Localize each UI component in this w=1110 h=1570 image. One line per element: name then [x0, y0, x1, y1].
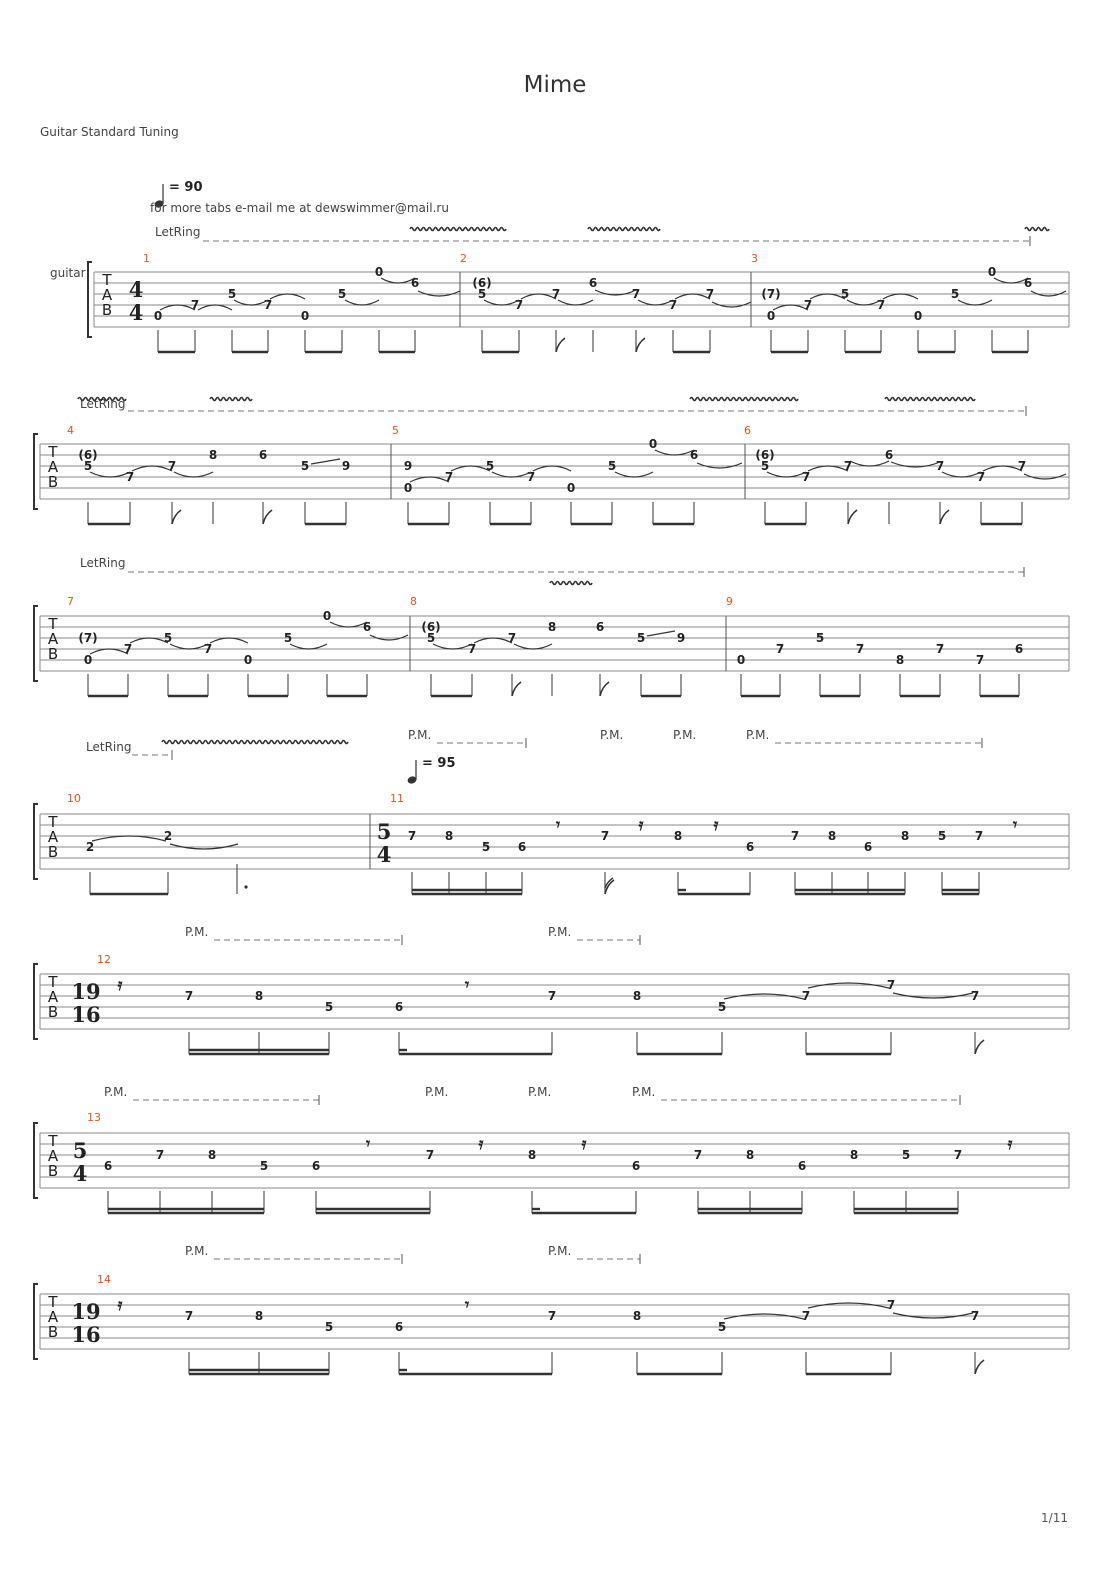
slide [311, 459, 340, 464]
tie [451, 466, 490, 471]
time-signature-bottom: 4 [128, 300, 144, 325]
let-ring-label: LetRing [80, 556, 126, 570]
note-flag [600, 682, 609, 696]
vibrato [588, 228, 660, 231]
tab-clef-letter: B [47, 473, 59, 491]
rest: 𝄿 [1007, 1134, 1013, 1153]
staff-bracket [34, 964, 38, 1039]
fret-number: 5 [324, 1320, 334, 1334]
tab-clef-letter: A [47, 1147, 59, 1165]
fret-number: 7 [600, 829, 610, 843]
tuning-label: Guitar Standard Tuning [40, 125, 179, 139]
tie [290, 644, 327, 649]
tie [345, 300, 379, 305]
fret-number: 7 [547, 1309, 557, 1323]
note-flag [556, 338, 565, 352]
fret-number: 7 [631, 287, 641, 301]
fret-number: 0 [766, 309, 776, 323]
fret-number: 7 [886, 978, 896, 992]
measure-number: 14 [97, 1273, 111, 1286]
fret-number: 7 [125, 470, 135, 484]
tab-clef-letter: A [47, 828, 59, 846]
tie [174, 472, 213, 477]
rest: 𝄾 [464, 1295, 470, 1314]
fret-number: 6 [884, 448, 894, 462]
fret-number: 5 [717, 1000, 727, 1014]
fret-number: 5 [717, 1320, 727, 1334]
fret-number: 7 [705, 287, 715, 301]
fret-number: 7 [526, 470, 536, 484]
tie [773, 305, 808, 310]
fret-number: 7 [551, 287, 561, 301]
fret-number: 8 [900, 829, 910, 843]
measure-number: 8 [410, 595, 417, 608]
note-flag [848, 510, 857, 524]
fret-number: 0 [83, 653, 93, 667]
tie [90, 649, 128, 654]
tie [198, 305, 232, 310]
fret-number: 5 [283, 631, 293, 645]
fret-number: 6 [258, 448, 268, 462]
fret-number: 5 [607, 459, 617, 473]
measure-number: 2 [460, 252, 467, 265]
vibrato [885, 398, 975, 401]
tempo-marking: = 95 [422, 756, 456, 771]
measure-number: 1 [143, 252, 150, 265]
fret-number: 7 [467, 642, 477, 656]
fret-number: 5 [815, 631, 825, 645]
measure-number: 9 [726, 595, 733, 608]
fret-number: 5 [840, 287, 850, 301]
fret-number: 0 [243, 653, 253, 667]
fret-number: 0 [322, 609, 332, 623]
fret-number: 7 [975, 653, 985, 667]
tab-clef-letter: B [47, 645, 59, 663]
palm-mute-label: P.M. [104, 1085, 128, 1099]
measure-number: 7 [67, 595, 74, 608]
note-flag [605, 878, 613, 888]
fret-number: 7 [693, 1148, 703, 1162]
fret-number: (7) [761, 287, 781, 301]
fret-number: 7 [801, 470, 811, 484]
tie [90, 472, 130, 477]
fret-number: 8 [745, 1148, 755, 1162]
tab-clef-letter: B [47, 843, 59, 861]
fret-number: 5 [760, 459, 770, 473]
tie [638, 300, 673, 305]
staff-bracket [34, 434, 38, 509]
fret-number: 5 [901, 1148, 911, 1162]
fret-number: 0 [566, 481, 576, 495]
tab-clef-letter: T [48, 443, 58, 461]
palm-mute-label: P.M. [548, 1244, 572, 1258]
fret-number: 5 [324, 1000, 334, 1014]
tab-clef-letter: B [47, 1162, 59, 1180]
fret-number: 2 [85, 840, 95, 854]
fret-number: (7) [78, 631, 98, 645]
fret-number: 8 [254, 1309, 264, 1323]
let-ring-label: LetRing [86, 740, 132, 754]
time-signature-top: 19 [71, 979, 101, 1004]
note-flag [172, 510, 181, 524]
fret-number: 7 [935, 642, 945, 656]
time-signature-bottom: 4 [376, 842, 392, 867]
tab-clef-letter: A [47, 1308, 59, 1326]
vibrato [410, 228, 506, 231]
fret-number: (6) [78, 448, 98, 462]
note-flag [975, 1040, 984, 1054]
palm-mute-label: P.M. [746, 728, 770, 742]
fret-number: 5 [227, 287, 237, 301]
tie [410, 477, 449, 482]
fret-number: 6 [1023, 276, 1033, 290]
tie [983, 466, 1022, 471]
slide [647, 631, 675, 636]
time-signature-bottom: 16 [71, 1002, 101, 1027]
note-flag [263, 510, 272, 524]
fret-number: 0 [987, 265, 997, 279]
tie [675, 294, 710, 299]
rest: 𝄿 [581, 1134, 587, 1153]
palm-mute-label: P.M. [600, 728, 624, 742]
fret-number: 8 [207, 1148, 217, 1162]
fret-number: 7 [203, 642, 213, 656]
fret-number: 7 [976, 470, 986, 484]
fret-number: 7 [775, 642, 785, 656]
tie [270, 294, 305, 299]
fret-number: 6 [863, 840, 873, 854]
tie [615, 472, 653, 477]
fret-number: 6 [797, 1159, 807, 1173]
note-flag [975, 1360, 984, 1374]
fret-number: 7 [803, 298, 813, 312]
tab-clef-letter: T [48, 813, 58, 831]
measure-number: 10 [67, 792, 81, 805]
fret-number: 8 [827, 829, 837, 843]
tie [210, 638, 248, 643]
fret-number: 7 [155, 1148, 165, 1162]
tie [942, 472, 981, 477]
page-number: 1/11 [1041, 1511, 1068, 1525]
fret-number: 7 [970, 989, 980, 1003]
fret-number: 7 [514, 298, 524, 312]
tie [808, 466, 848, 471]
fret-number: 7 [801, 1309, 811, 1323]
rest: 𝄿 [117, 1295, 123, 1314]
fret-number: 5 [481, 840, 491, 854]
tie [850, 461, 889, 466]
tab-clef-letter: A [101, 286, 113, 304]
staff-bracket [34, 1123, 38, 1198]
fret-number: 6 [410, 276, 420, 290]
fret-number: 5 [950, 287, 960, 301]
tab-clef-letter: A [47, 630, 59, 648]
palm-mute-label: P.M. [185, 925, 209, 939]
fret-number: 6 [311, 1159, 321, 1173]
palm-mute-label: P.M. [425, 1085, 449, 1099]
fret-number: 7 [970, 1309, 980, 1323]
tie [170, 644, 208, 649]
staff-bracket [34, 1284, 38, 1359]
tab-clef-letter: B [47, 1323, 59, 1341]
dot [244, 885, 247, 888]
fret-number: 5 [337, 287, 347, 301]
palm-mute-label: P.M. [528, 1085, 552, 1099]
measure-number: 12 [97, 953, 111, 966]
tie [160, 305, 195, 310]
time-signature-bottom: 4 [72, 1161, 88, 1186]
fret-number: 7 [123, 642, 133, 656]
measure-number: 5 [392, 424, 399, 437]
tab-clef-letter: B [47, 1003, 59, 1021]
staff-bracket [88, 262, 92, 337]
palm-mute-label: P.M. [548, 925, 572, 939]
rest: 𝄾 [365, 1134, 371, 1153]
tie [130, 638, 168, 643]
fret-number: 0 [648, 437, 658, 451]
tie [958, 300, 992, 305]
measure-number: 11 [390, 792, 404, 805]
tie [132, 466, 172, 471]
fret-number: 6 [745, 840, 755, 854]
fret-number: 5 [163, 631, 173, 645]
fret-number: 5 [485, 459, 495, 473]
fret-number: 8 [547, 620, 557, 634]
vibrato [550, 582, 592, 585]
fret-number: 7 [407, 829, 417, 843]
fret-number: 7 [190, 298, 200, 312]
fret-number: 7 [184, 1309, 194, 1323]
fret-number: 8 [849, 1148, 859, 1162]
fret-number: 2 [163, 829, 173, 843]
time-signature-top: 19 [71, 1299, 101, 1324]
fret-number: 7 [876, 298, 886, 312]
let-ring-label: LetRing [80, 397, 126, 411]
fret-number: 9 [676, 631, 686, 645]
fret-number: 6 [595, 620, 605, 634]
fret-number: 8 [527, 1148, 537, 1162]
tie [92, 836, 166, 841]
tie [330, 622, 367, 627]
fret-number: 5 [259, 1159, 269, 1173]
let-ring-label: LetRing [155, 225, 201, 239]
fret-number: 7 [444, 470, 454, 484]
fret-number: (6) [421, 620, 441, 634]
fret-number: 0 [736, 653, 746, 667]
tie [433, 644, 472, 649]
fret-number: 7 [953, 1148, 963, 1162]
measure-number: 13 [87, 1111, 101, 1124]
text-annotation: for more tabs e-mail me at dewswimmer@mail.ru [150, 201, 449, 215]
fret-number: 8 [632, 989, 642, 1003]
fret-number: 8 [254, 989, 264, 1003]
tie [474, 638, 512, 643]
fret-number: 5 [477, 287, 487, 301]
tab-clef-letter: A [47, 988, 59, 1006]
fret-number: 7 [801, 989, 811, 1003]
staff-bracket [34, 606, 38, 681]
palm-mute-label: P.M. [673, 728, 697, 742]
rest: 𝄾 [1012, 815, 1018, 834]
fret-number: 6 [103, 1159, 113, 1173]
fret-number: 6 [631, 1159, 641, 1173]
track-name: guitar [50, 266, 86, 280]
fret-number: 0 [403, 481, 413, 495]
note-flag [605, 880, 614, 894]
tab-clef-letter: T [48, 1132, 58, 1150]
tie [558, 300, 593, 305]
fret-number: 7 [790, 829, 800, 843]
fret-number: 8 [444, 829, 454, 843]
fret-number: (6) [472, 276, 492, 290]
fret-number: 7 [843, 459, 853, 473]
tie [883, 294, 918, 299]
measure-number: 4 [67, 424, 74, 437]
palm-mute-label: P.M. [632, 1085, 656, 1099]
fret-number: 7 [855, 642, 865, 656]
vibrato [690, 398, 798, 401]
vibrato [210, 398, 252, 401]
fret-number: 9 [403, 459, 413, 473]
fret-number: 0 [374, 265, 384, 279]
tab-clef-letter: T [48, 973, 58, 991]
tie [655, 450, 694, 455]
tab-clef-letter: A [47, 458, 59, 476]
tie [767, 472, 806, 477]
song-title: Mime [523, 72, 587, 98]
fret-number: 7 [184, 989, 194, 1003]
fret-number: 0 [300, 309, 310, 323]
rest: 𝄿 [713, 815, 719, 834]
fret-number: 9 [341, 459, 351, 473]
fret-number: 5 [636, 631, 646, 645]
fret-number: 6 [689, 448, 699, 462]
tab-clef-letter: T [102, 271, 112, 289]
fret-number: 6 [517, 840, 527, 854]
tie [810, 294, 845, 299]
tie [521, 294, 556, 299]
tempo-marking: = 90 [169, 180, 203, 195]
staff-bracket [34, 804, 38, 879]
vibrato [1025, 228, 1049, 231]
vibrato [162, 741, 348, 744]
rest: 𝄿 [117, 975, 123, 994]
fret-number: 5 [426, 631, 436, 645]
fret-number: 5 [300, 459, 310, 473]
fret-number: (6) [755, 448, 775, 462]
time-signature-top: 4 [128, 277, 144, 302]
rest: 𝄾 [464, 975, 470, 994]
tab-clef-letter: T [48, 1293, 58, 1311]
fret-number: 7 [668, 298, 678, 312]
time-signature-top: 5 [72, 1138, 88, 1163]
fret-number: 7 [547, 989, 557, 1003]
tie [533, 466, 571, 471]
tie [484, 300, 519, 305]
fret-number: 6 [362, 620, 372, 634]
fret-number: 7 [935, 459, 945, 473]
tab-clef-letter: B [101, 301, 113, 319]
palm-mute-label: P.M. [408, 728, 432, 742]
palm-mute-label: P.M. [185, 1244, 209, 1258]
fret-number: 8 [208, 448, 218, 462]
time-signature-bottom: 16 [71, 1322, 101, 1347]
fret-number: 7 [507, 631, 517, 645]
rest: 𝄾 [555, 815, 561, 834]
note-flag [940, 510, 949, 524]
tab-clef-letter: T [48, 615, 58, 633]
fret-number: 8 [632, 1309, 642, 1323]
fret-number: 7 [167, 459, 177, 473]
fret-number: 7 [886, 1298, 896, 1312]
fret-number: 6 [394, 1320, 404, 1334]
fret-number: 6 [588, 276, 598, 290]
rest: 𝄿 [638, 815, 644, 834]
fret-number: 5 [83, 459, 93, 473]
fret-number: 7 [425, 1148, 435, 1162]
fret-number: 6 [394, 1000, 404, 1014]
fret-number: 7 [1017, 459, 1027, 473]
measure-number: 6 [744, 424, 751, 437]
tie [514, 644, 552, 649]
tie [492, 472, 531, 477]
fret-number: 8 [673, 829, 683, 843]
fret-number: 8 [895, 653, 905, 667]
fret-number: 6 [1014, 642, 1024, 656]
note-flag [512, 682, 521, 696]
fret-number: 5 [937, 829, 947, 843]
fret-number: 7 [974, 829, 984, 843]
fret-number: 0 [153, 309, 163, 323]
fret-number: 0 [913, 309, 923, 323]
rest: 𝄿 [478, 1134, 484, 1153]
time-signature-top: 5 [376, 819, 392, 844]
fret-number: 7 [263, 298, 273, 312]
measure-number: 3 [751, 252, 758, 265]
note-flag [636, 338, 645, 352]
